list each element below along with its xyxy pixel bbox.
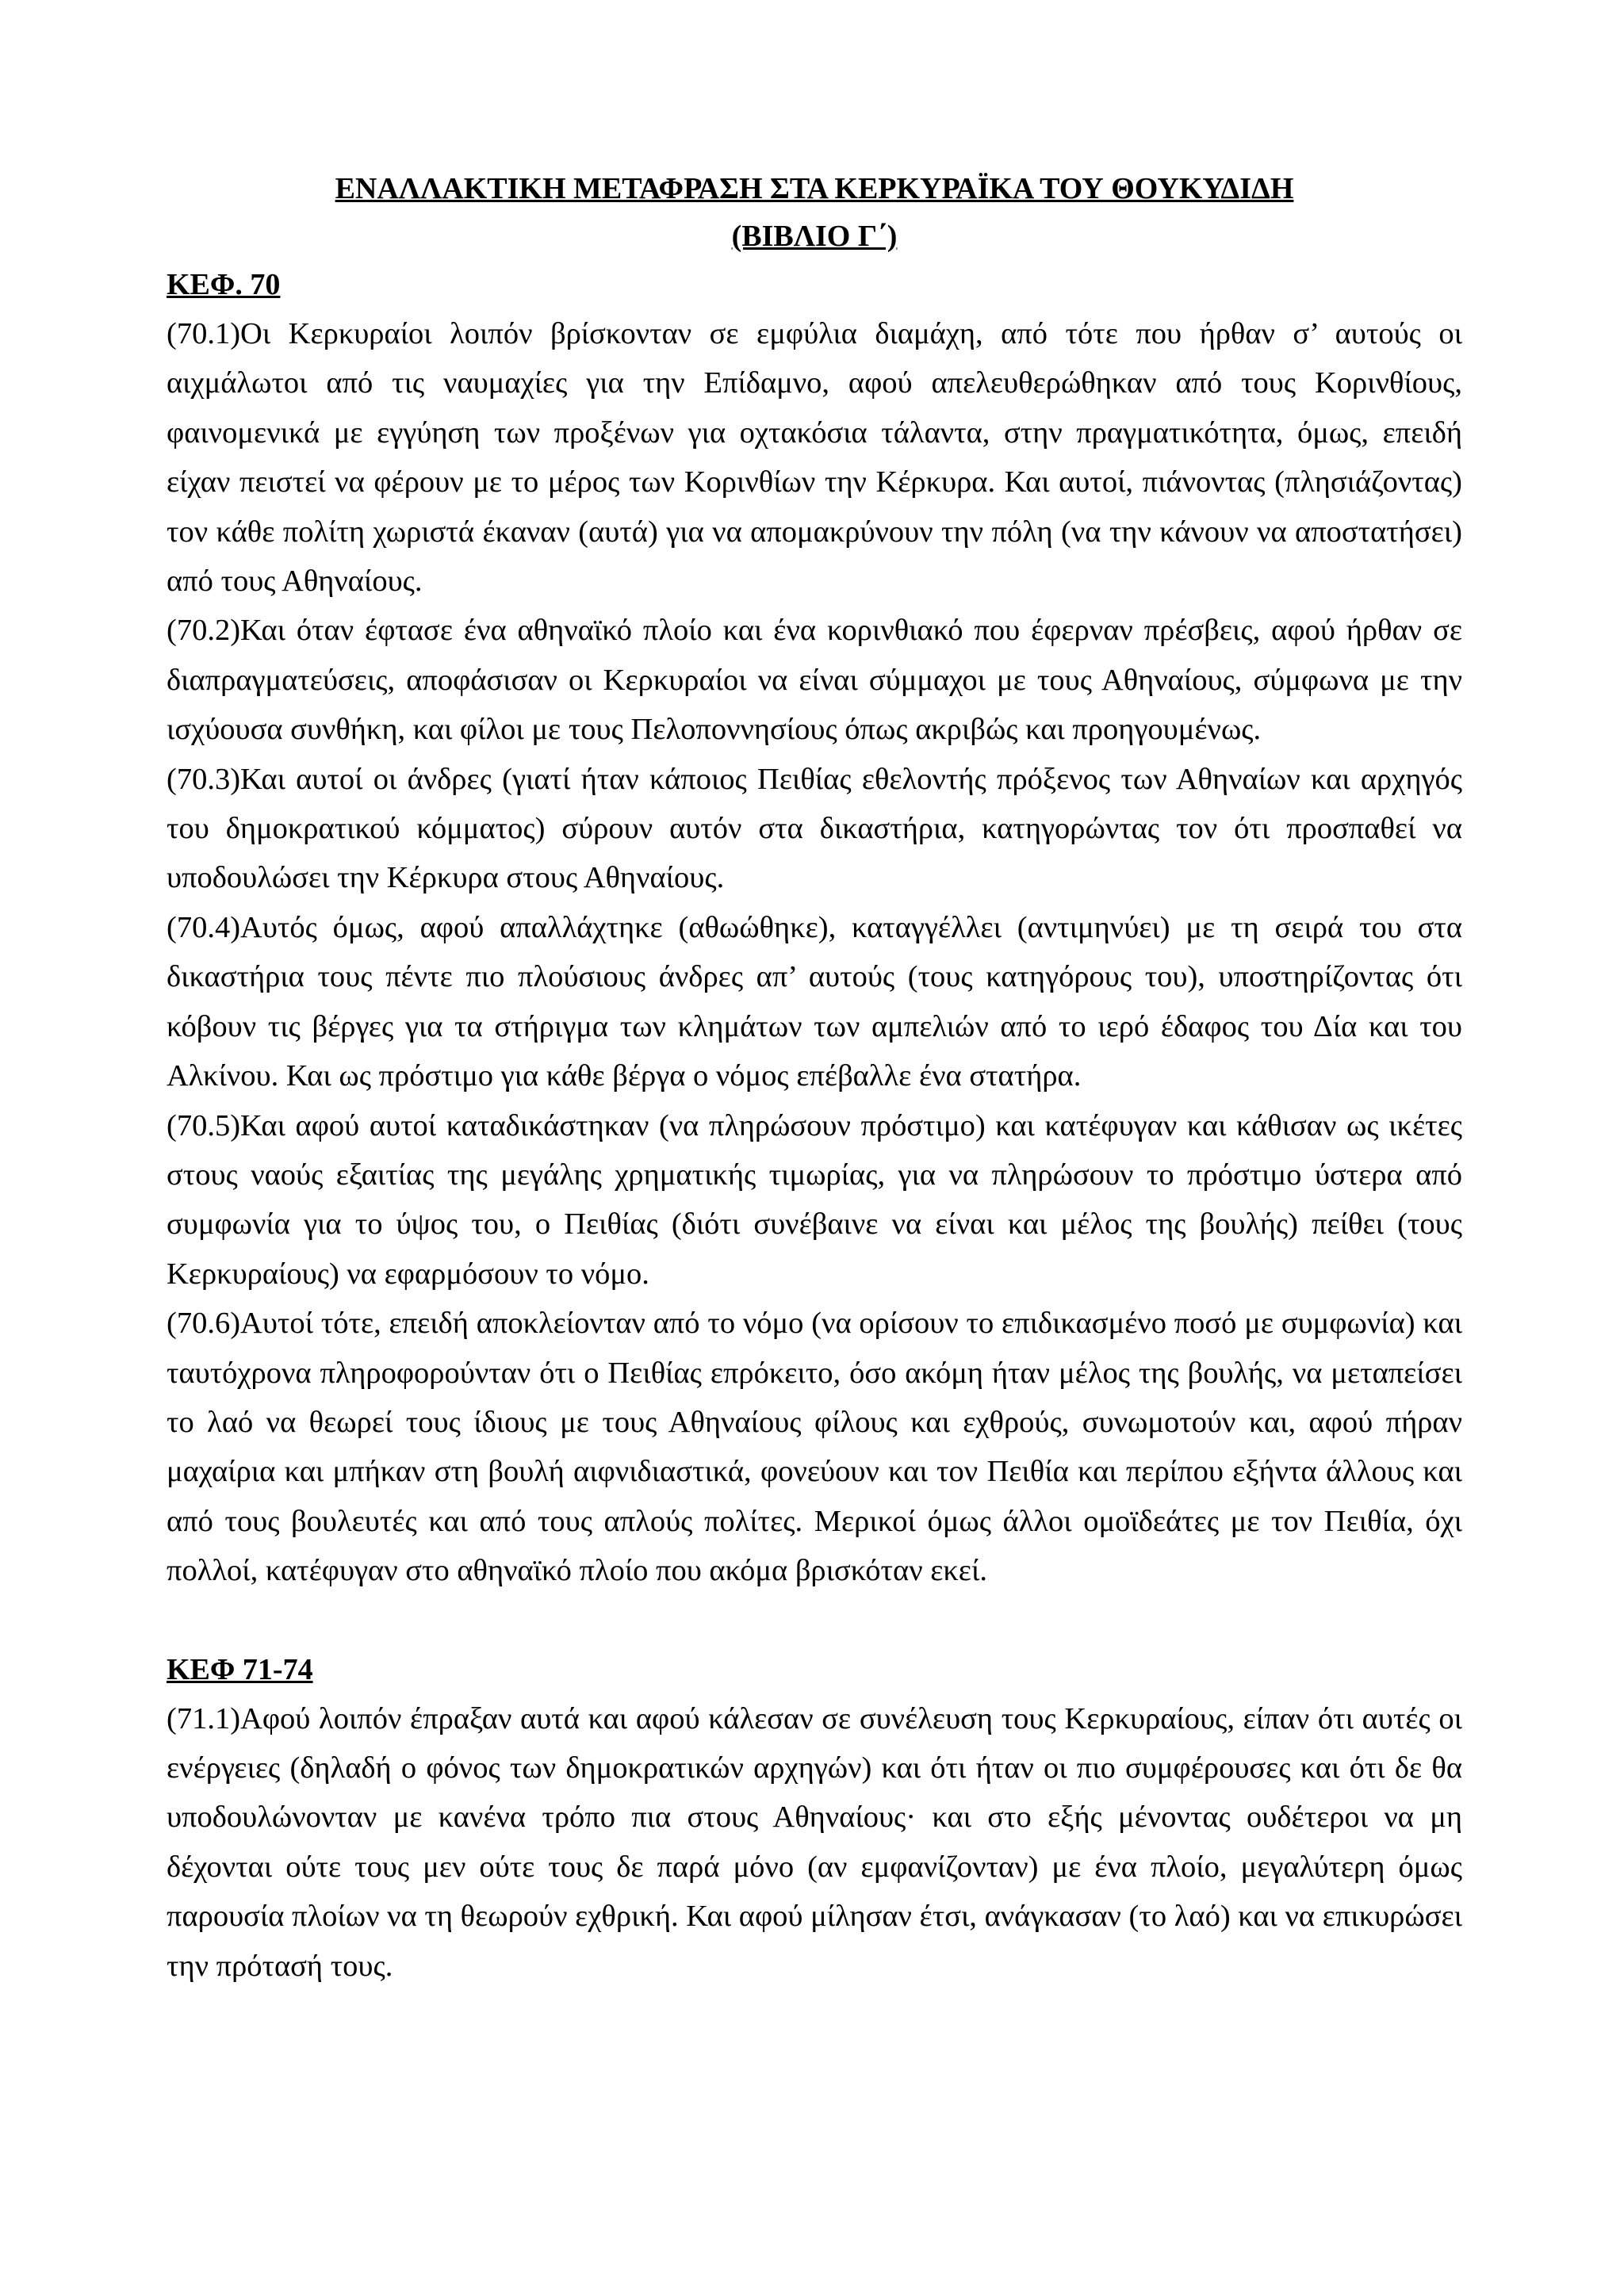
document-title: ΕΝΑΛΛΑΚΤΙΚΗ ΜΕΤΑΦΡΑΣΗ ΣΤΑ ΚΕΡΚΥΡΑΪΚΑ ΤΟΥ ΘΟΥΚΥΔΙΔΗ bbox=[335, 172, 1294, 205]
paragraph: (70.6)Αυτοί τότε, επειδή αποκλείονταν από το νόμο (να ορίσουν το επιδικασμένο ποσό με συμφωνία) και ταυτόχρονα πληροφορούνταν ότι ο Πειθίας επρόκειτο, όσο ακόμη ήταν μέλος της βουλής, να μεταπείσει το λαό να θεωρεί τους ίδιους με τους Αθηναίους φίλους και εχθρούς, συνωμοτούν και, αφού πήραν μαχαίρια και μπήκαν στη βουλή αιφνιδιαστικά, φονεύουν και τον Πειθία και περίπου εξήντα άλλους και από τους βουλευτές και από τους απλούς πολίτες. Μερικοί όμως άλλοι ομοϊδεάτες με τον Πειθία, όχι πολλοί, κατέφυγαν στο αθηναϊκό πλοίο που ακόμα βρισκόταν εκεί. bbox=[167, 1307, 1462, 1588]
paragraph: (70.5)Και αφού αυτοί καταδικάστηκαν (να πληρώσουν πρόστιμο) και κατέφυγαν και κάθισαν ως ικέτες στους ναούς εξαιτίας της μεγάλης χρηματικής τιμωρίας, για να πληρώσουν το πρόστιμο ύστερα από συμφωνία για το ύψος του, ο Πειθίας (διότι συνέβαινε να είναι και μέλος της βουλής) πείθει (τους Κερκυραίους) να εφαρμόσουν το νόμο. bbox=[167, 1108, 1462, 1291]
paragraph: (70.3)Και αυτοί οι άνδρες (γιατί ήταν κάποιος Πειθίας εθελοντής πρόξενος των Αθηναίων και αρχηγός του δημοκρατικού κόμματος) σύρουν αυτόν στα δικαστήρια, κατηγορώντας τον ότι προσπαθεί να υποδουλώσει την Κέρκυρα στους Αθηναίους. bbox=[167, 762, 1462, 895]
document-subtitle: (ΒΙΒΛΙΟ Γ΄) bbox=[731, 220, 898, 253]
section-heading: ΚΕΦ. 70 bbox=[167, 268, 281, 301]
paragraph: (71.1)Αφού λοιπόν έπραξαν αυτά και αφού κάλεσαν σε συνέλευση τους Κερκυραίους, είπαν ότι αυτές οι ενέργειες (δηλαδή ο φόνος των δημοκρατικών αρχηγών) και ότι ήταν οι πιο συμφέρουσες και ότι δε θα υποδουλώνονταν με κανένα τρόπο πια στους Αθηναίους· και στο εξής μένοντας ουδέτεροι να μη δέχονται ούτε τους μεν ούτε τους δε παρά μόνο (αν εμφανίζονταν) με ένα πλοίο, μεγαλύτερη όμως παρουσία πλοίων να τη θεωρούν εχθρική. Και αφού μίλησαν έτσι, ανάγκασαν (το λαό) και να επικυρώσει την πρότασή τους. bbox=[167, 1701, 1462, 1983]
document-page bbox=[167, 165, 1462, 1991]
paragraph: (70.4)Αυτός όμως, αφού απαλλάχτηκε (αθωώθηκε), καταγγέλλει (αντιμηνύει) με τη σειρά του στα δικαστήρια τους πέντε πιο πλούσιους άνδρες απ’ αυτούς (τους κατηγόρους του), υποστηρίζοντας ότι κόβουν τις βέργες για τα στήριγμα των κλημάτων των αμπελιών από το ιερό έδαφος του Δία και του Αλκίνου. Και ως πρόστιμο για κάθε βέργα ο νόμος επέβαλλε ένα στατήρα. bbox=[167, 910, 1462, 1093]
paragraph: (70.1)Οι Κερκυραίοι λοιπόν βρίσκονταν σε εμφύλια διαμάχη, από τότε που ήρθαν σ’ αυτούς οι αιχμάλωτοι από τις ναυμαχίες για την Επίδαμνο, αφού απελευθερώθηκαν από τους Κορινθίους, φαινομενικά με εγγύηση των προξένων για οχτακόσια τάλαντα, στην πραγματικότητα, όμως, επειδή είχαν πειστεί να φέρουν με το μέρος των Κορινθίων την Κέρκυρα. Και αυτοί, πιάνοντας (πλησιάζοντας) τον κάθε πολίτη χωριστά έκαναν (αυτά) για να απομακρύνουν την πόλη (να την κάνουν να αποστατήσει) από τους Αθηναίους. bbox=[167, 317, 1462, 599]
section-heading: ΚΕΦ 71-74 bbox=[167, 1652, 313, 1686]
paragraph: (70.2)Και όταν έφτασε ένα αθηναϊκό πλοίο και ένα κορινθιακό που έφερναν πρέσβεις, αφού ήρθαν σε διαπραγματεύσεις, αποφάσισαν οι Κερκυραίοι να είναι σύμμαχοι με τους Αθηναίους, σύμφωνα με την ισχύουσα συνθήκη, και φίλοι με τους Πελοποννησίους όπως ακριβώς και προηγουμένως. bbox=[167, 614, 1462, 747]
